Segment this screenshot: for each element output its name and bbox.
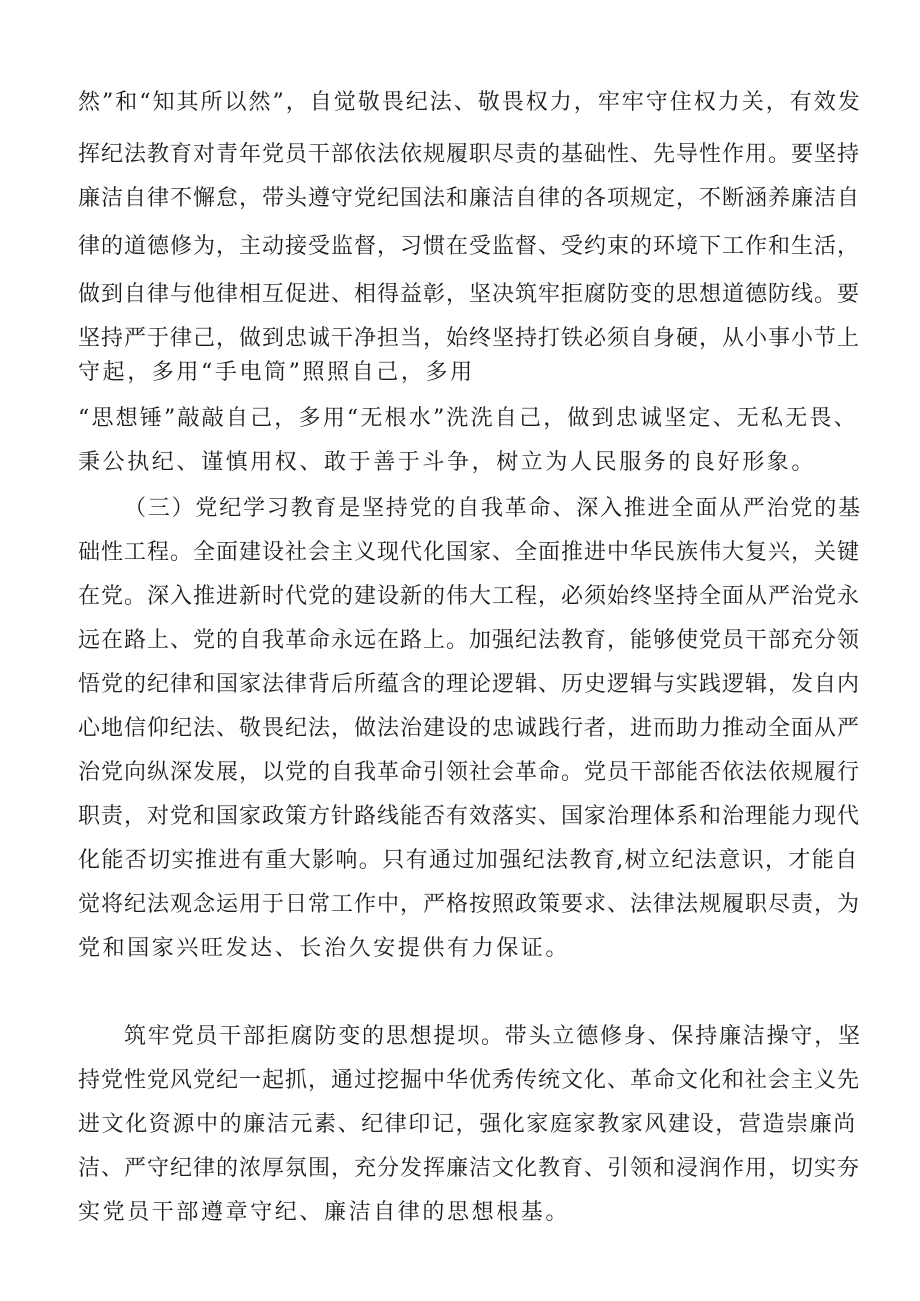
paragraph-2-line-4: 远在路上、党的自我革命永远在路上。加强纪法教育，能够使党员干部充分领 bbox=[78, 628, 861, 653]
paragraph-2-line-10: 觉将纪法观念运用于日常工作中，严格按照政策要求、法律法规履职尽责，为 bbox=[78, 892, 861, 917]
paragraph-1-line-9: 秉公执纪、谨慎用权、敢于善于斗争，树立为人民服务的良好形象。 bbox=[78, 450, 817, 475]
paragraph-2-line-7: 治党向纵深发展，以党的自我革命引领社会革命。党员干部能否依法依规履行 bbox=[78, 760, 861, 785]
paragraph-3-line-3: 进文化资源中的廉洁元素、纪律印记，强化家庭家教家风建设，营造崇廉尚 bbox=[78, 1112, 857, 1137]
paragraph-2-line-3: 在党。深入推进新时代党的建设新的伟大工程，必须始终坚持全面从严治党永 bbox=[78, 584, 861, 609]
paragraph-2-line-1: （三）党纪学习教育是坚持党的自我革命、深入推进全面从严治党的基 bbox=[124, 496, 862, 521]
paragraph-2-line-6: 心地信仰纪法、敬畏纪法，做法治建设的忠诚践行者，进而助力推动全面从严 bbox=[78, 716, 861, 741]
paragraph-2-line-5: 悟党的纪律和国家法律背后所蕴含的理论逻辑、历史逻辑与实践逻辑，发自内 bbox=[78, 672, 861, 697]
paragraph-1-line-3: 廉洁自律不懈怠，带头遵守党纪国法和廉洁自律的各项规定，不断涵养廉洁自 bbox=[78, 186, 861, 211]
paragraph-2-line-9: 化能否切实推进有重大影响。只有通过加强纪法教育,树立纪法意识，才能自 bbox=[78, 848, 859, 873]
paragraph-2-line-2: 础性工程。全面建设社会主义现代化国家、全面推进中华民族伟大复兴，关键 bbox=[78, 540, 861, 565]
paragraph-1-line-5: 做到自律与他律相互促进、相得益彰，坚决筑牢拒腐防变的思想道德防线。要 bbox=[78, 282, 861, 307]
paragraph-1-line-4: 律的道德修为，主动接受监督，习惯在受监督、受约束的环境下工作和生活， bbox=[78, 234, 861, 259]
paragraph-1-line-2: 挥纪法教育对青年党员干部依法依规履职尽责的基础性、先导性作用。要坚持 bbox=[78, 142, 861, 167]
paragraph-2-line-8: 职责，对党和国家政策方针路线能否有效落实、国家治理体系和治理能力现代 bbox=[78, 804, 861, 829]
paragraph-2-line-11: 党和国家兴旺发达、长治久安提供有力保证。 bbox=[78, 936, 571, 961]
paragraph-1-line-8: “思想锤”敲敲自己，多用“无根水”洗洗自己，做到忠诚坚定、无私无畏、 bbox=[78, 406, 858, 431]
paragraph-1-line-6: 坚持严于律己，做到忠诚干净担当，始终坚持打铁必须自身硬，从小事小节上 bbox=[78, 326, 861, 351]
paragraph-3-line-5: 实党员干部遵章守纪、廉洁自律的思想根基。 bbox=[78, 1200, 571, 1225]
paragraph-3-line-1: 筑牢党员干部拒腐防变的思想提坝。带头立德修身、保持廉洁操守，坚 bbox=[124, 1024, 862, 1049]
paragraph-3-line-2: 持党性党风党纪一起抓，通过挖掘中华优秀传统文化、革命文化和社会主义先 bbox=[78, 1068, 861, 1093]
paragraph-1-line-1: 然”和“知其所以然”，自觉敬畏纪法、敬畏权力，牢牢守住权力关，有效发 bbox=[78, 90, 862, 115]
paragraph-1-line-7: 守起，多用“手电筒”照照自己，多用 bbox=[78, 360, 475, 385]
paragraph-3-line-4: 洁、严守纪律的浓厚氛围，充分发挥廉洁文化教育、引领和浸润作用，切实夯 bbox=[78, 1156, 861, 1181]
